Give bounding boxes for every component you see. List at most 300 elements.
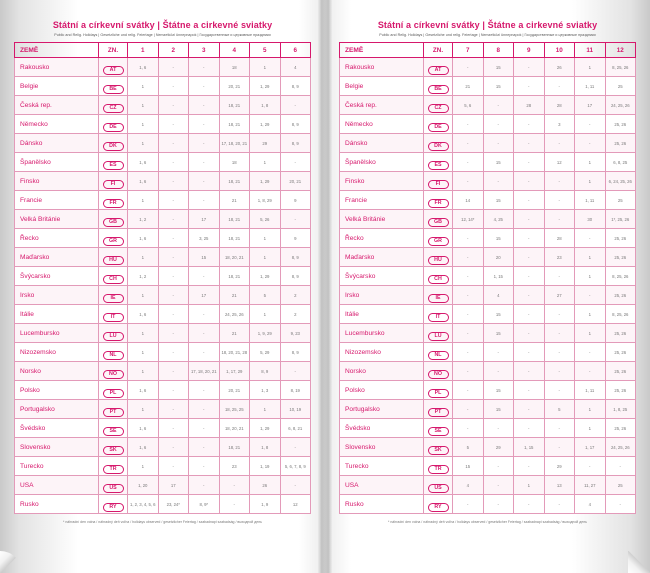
holiday-dates-cell: 1 xyxy=(128,362,159,381)
holiday-dates-cell: 5 xyxy=(453,438,484,457)
holiday-dates-cell: 29 xyxy=(250,134,281,153)
holiday-dates-cell: 1 xyxy=(575,305,606,324)
country-name-cell: Velká Británie xyxy=(15,210,99,229)
table-row xyxy=(15,134,311,153)
table-row xyxy=(15,115,311,134)
holiday-dates-cell: 13 xyxy=(544,476,575,495)
holiday-dates-cell: 8, 9 xyxy=(280,248,311,267)
col-header-month-12: 12 xyxy=(605,43,636,58)
col-header-month-11: 11 xyxy=(575,43,606,58)
holiday-dates-cell: 1 xyxy=(575,324,606,343)
country-code-badge: BE xyxy=(428,85,449,94)
country-name-cell: Švýcarsko xyxy=(340,267,424,286)
holiday-dates-cell: 27 xyxy=(544,286,575,305)
country-code-badge: LU xyxy=(428,332,449,341)
holiday-dates-cell: 5, 6 xyxy=(453,96,484,115)
holiday-dates-cell: 1, 8, 29 xyxy=(250,191,281,210)
country-name-cell: Velká Británie xyxy=(340,210,424,229)
country-code-badge: CZ xyxy=(103,104,124,113)
holiday-dates-cell: - xyxy=(514,419,545,438)
holiday-dates-cell: 17, 18, 20, 21 xyxy=(189,362,220,381)
holiday-dates-cell: 1 xyxy=(128,191,159,210)
country-name-cell: Česká rep. xyxy=(15,96,99,115)
holiday-dates-cell: 15 xyxy=(483,229,514,248)
holiday-dates-cell: 28 xyxy=(514,96,545,115)
holiday-dates-cell: 1 xyxy=(128,343,159,362)
country-code-badge: BE xyxy=(103,85,124,94)
holiday-dates-cell: 1, 6 xyxy=(128,58,159,77)
country-code-badge: FI xyxy=(428,180,449,189)
country-code-badge: GB xyxy=(103,218,124,227)
holiday-dates-cell: - xyxy=(158,58,189,77)
table-row xyxy=(15,286,311,305)
holiday-dates-cell: 15 xyxy=(483,191,514,210)
holiday-dates-cell: - xyxy=(158,115,189,134)
country-name-cell: Švédsko xyxy=(340,419,424,438)
holiday-dates-cell: 12 xyxy=(280,495,311,514)
country-code-badge: HU xyxy=(103,256,124,265)
country-name-cell: Dánsko xyxy=(15,134,99,153)
holiday-dates-cell: 15 xyxy=(483,324,514,343)
country-name-cell: Finsko xyxy=(340,172,424,191)
holiday-dates-cell: - xyxy=(158,191,189,210)
holiday-dates-cell: - xyxy=(189,324,220,343)
holiday-dates-cell: 23 xyxy=(544,248,575,267)
holiday-dates-cell: 18, 21 xyxy=(219,115,250,134)
country-code-badge: CH xyxy=(428,275,449,284)
table-row xyxy=(340,191,636,210)
holiday-dates-cell: 5, 6, 7, 8, 9 xyxy=(280,457,311,476)
country-code-cell xyxy=(424,381,453,400)
holiday-dates-cell: - xyxy=(189,58,220,77)
table-row xyxy=(340,457,636,476)
country-name-cell: Maďarsko xyxy=(340,248,424,267)
holiday-dates-cell: - xyxy=(514,324,545,343)
country-code-badge: DE xyxy=(428,123,449,132)
table-row xyxy=(15,362,311,381)
holiday-dates-cell: 8, 9 xyxy=(280,134,311,153)
holiday-dates-cell: 1, 15 xyxy=(483,267,514,286)
table-row xyxy=(340,286,636,305)
country-code-cell xyxy=(424,343,453,362)
country-code-cell xyxy=(99,172,128,191)
holiday-dates-cell: - xyxy=(483,172,514,191)
col-header-month-10: 10 xyxy=(544,43,575,58)
page-subtitle-left: Public and Relig. Holidays | Gesetzliche und relig. Feiertage | Nemzetközi ünnepnapok | Государственные и церковные праздники xyxy=(54,33,271,37)
country-name-cell: Francie xyxy=(15,191,99,210)
holiday-dates-cell: - xyxy=(544,343,575,362)
holiday-dates-cell: 8, 9 xyxy=(280,343,311,362)
holiday-dates-cell: 4, 25 xyxy=(483,210,514,229)
country-code-cell xyxy=(99,58,128,77)
country-code-badge: NL xyxy=(103,351,124,360)
holiday-dates-cell: - xyxy=(158,134,189,153)
country-name-cell: Finsko xyxy=(15,172,99,191)
holiday-dates-cell: - xyxy=(514,115,545,134)
country-code-badge: PT xyxy=(103,408,124,417)
holiday-dates-cell: 1, 6 xyxy=(128,305,159,324)
country-code-badge: FI xyxy=(103,180,124,189)
country-name-cell: Belgie xyxy=(15,77,99,96)
holiday-dates-cell: 25, 26 xyxy=(605,134,636,153)
holiday-dates-cell: 15 xyxy=(483,305,514,324)
holiday-dates-cell: 25, 26 xyxy=(605,362,636,381)
country-code-cell xyxy=(424,172,453,191)
holiday-dates-cell: - xyxy=(158,381,189,400)
holiday-dates-cell: 17 xyxy=(575,96,606,115)
holiday-dates-cell: 8, 25, 26 xyxy=(605,58,636,77)
country-name-cell: Rusko xyxy=(340,495,424,514)
holiday-dates-cell: 21 xyxy=(219,286,250,305)
holiday-dates-cell: - xyxy=(219,495,250,514)
holiday-dates-cell: - xyxy=(575,115,606,134)
country-name-cell: Belgie xyxy=(340,77,424,96)
table-row xyxy=(340,229,636,248)
country-name-cell: Turecko xyxy=(340,457,424,476)
country-code-badge: CH xyxy=(103,275,124,284)
holiday-dates-cell: - xyxy=(483,96,514,115)
country-name-cell: Nizozemsko xyxy=(340,343,424,362)
country-name-cell: Francie xyxy=(340,191,424,210)
country-code-badge: SE xyxy=(428,427,449,436)
country-code-badge: SK xyxy=(103,446,124,455)
country-name-cell: USA xyxy=(15,476,99,495)
holiday-dates-cell: 24, 25, 26 xyxy=(605,438,636,457)
col-header-month-8: 8 xyxy=(483,43,514,58)
holiday-table-left xyxy=(14,42,311,514)
holiday-dates-cell: - xyxy=(544,267,575,286)
table-row xyxy=(340,495,636,514)
holiday-dates-cell: 25, 26 xyxy=(605,286,636,305)
holiday-dates-cell: - xyxy=(189,115,220,134)
country-code-badge: GR xyxy=(428,237,449,246)
country-code-cell xyxy=(99,96,128,115)
holiday-dates-cell: 2 xyxy=(280,305,311,324)
holiday-dates-cell: - xyxy=(189,267,220,286)
page-corner-right xyxy=(628,551,650,573)
holiday-dates-cell: 26 xyxy=(544,58,575,77)
holiday-dates-cell: - xyxy=(158,324,189,343)
country-code-badge: PL xyxy=(103,389,124,398)
holiday-dates-cell: 1, 9, 29 xyxy=(250,324,281,343)
holiday-dates-cell: 18 xyxy=(219,153,250,172)
country-code-cell xyxy=(99,495,128,514)
country-name-cell: Polsko xyxy=(15,381,99,400)
page-title-left xyxy=(14,20,311,30)
table-row xyxy=(15,96,311,115)
holiday-dates-cell: 24, 25, 26 xyxy=(605,96,636,115)
holiday-dates-cell: - xyxy=(158,438,189,457)
holiday-dates-cell: 1, 29 xyxy=(250,267,281,286)
country-name-cell: Irsko xyxy=(340,286,424,305)
table-row xyxy=(340,77,636,96)
holiday-dates-cell: 17, 18, 20, 21 xyxy=(219,134,250,153)
table-row xyxy=(15,77,311,96)
page-subtitle-right: Public and Relig. Holidays | Gesetzliche und relig. Feiertage | Nemzetközi ünnepnapok | Государственные и церковные праздники xyxy=(379,33,596,37)
holiday-dates-cell: - xyxy=(514,210,545,229)
country-code-badge: NL xyxy=(428,351,449,360)
col-header-month-1: 1 xyxy=(128,43,159,58)
holiday-dates-cell: - xyxy=(514,286,545,305)
holiday-dates-cell: 3 xyxy=(544,115,575,134)
holiday-dates-cell: 1 xyxy=(250,400,281,419)
holiday-dates-cell: 6, 24, 25, 26 xyxy=(605,172,636,191)
holiday-dates-cell: 18, 21 xyxy=(219,438,250,457)
holiday-dates-cell: 1, 29 xyxy=(250,115,281,134)
holiday-dates-cell: - xyxy=(189,476,220,495)
country-code-cell xyxy=(99,419,128,438)
holiday-dates-cell: - xyxy=(483,115,514,134)
holiday-dates-cell: - xyxy=(575,362,606,381)
holiday-dates-cell: 1, 3 xyxy=(250,381,281,400)
country-code-cell xyxy=(424,153,453,172)
table-row xyxy=(340,362,636,381)
holiday-dates-cell: - xyxy=(483,362,514,381)
table-header-row-right xyxy=(340,43,636,58)
country-code-cell xyxy=(424,495,453,514)
holiday-dates-cell: - xyxy=(453,400,484,419)
holiday-dates-cell: - xyxy=(453,229,484,248)
country-code-cell xyxy=(424,134,453,153)
table-row xyxy=(15,210,311,229)
country-code-cell xyxy=(99,153,128,172)
holiday-dates-cell: - xyxy=(514,77,545,96)
holiday-dates-cell: 20 xyxy=(483,248,514,267)
holiday-dates-cell: 17 xyxy=(189,210,220,229)
country-name-cell: Španělsko xyxy=(15,153,99,172)
country-code-cell xyxy=(99,362,128,381)
country-name-cell: Itálie xyxy=(15,305,99,324)
table-row xyxy=(15,267,311,286)
country-code-cell xyxy=(99,210,128,229)
holiday-dates-cell: 18 xyxy=(219,58,250,77)
holiday-dates-cell: - xyxy=(189,305,220,324)
holiday-dates-cell: 30 xyxy=(575,210,606,229)
holiday-dates-cell: - xyxy=(544,210,575,229)
country-name-cell: Polsko xyxy=(340,381,424,400)
country-name-cell: Řecko xyxy=(15,229,99,248)
holiday-dates-cell: 5 xyxy=(544,400,575,419)
holiday-dates-cell: - xyxy=(453,248,484,267)
holiday-dates-cell: - xyxy=(483,343,514,362)
table-row xyxy=(340,210,636,229)
holiday-dates-cell: 9, 23 xyxy=(280,324,311,343)
holiday-dates-cell: - xyxy=(544,305,575,324)
title-separator-left: | xyxy=(157,20,163,30)
country-name-cell: Rusko xyxy=(15,495,99,514)
holiday-dates-cell: - xyxy=(514,153,545,172)
table-row xyxy=(15,400,311,419)
country-code-badge: US xyxy=(428,484,449,493)
holiday-dates-cell: 11, 27 xyxy=(575,476,606,495)
country-code-cell xyxy=(99,191,128,210)
holiday-dates-cell: 6, 8, 21 xyxy=(280,419,311,438)
holiday-dates-cell: 28 xyxy=(544,229,575,248)
holiday-dates-cell: 1 xyxy=(128,248,159,267)
holiday-dates-cell: 1 xyxy=(575,400,606,419)
country-code-cell xyxy=(99,305,128,324)
holiday-dates-cell: 15 xyxy=(483,153,514,172)
country-name-cell: Švédsko xyxy=(15,419,99,438)
table-row xyxy=(340,381,636,400)
holiday-dates-cell: 25, 26 xyxy=(605,343,636,362)
holiday-dates-cell: 1 xyxy=(128,286,159,305)
country-name-cell: Dánsko xyxy=(340,134,424,153)
holiday-dates-cell: - xyxy=(514,248,545,267)
country-name-cell: Nizozemsko xyxy=(15,343,99,362)
page-title-right xyxy=(339,20,636,30)
country-code-cell xyxy=(424,115,453,134)
country-code-badge: NO xyxy=(103,370,124,379)
country-code-cell xyxy=(424,248,453,267)
title-sk-right: Štátne a cirkevné sviatky xyxy=(487,20,598,30)
holiday-dates-cell: 1 xyxy=(128,96,159,115)
holiday-dates-cell: 1, 11 xyxy=(575,191,606,210)
holiday-dates-cell: 15 xyxy=(483,400,514,419)
holiday-dates-cell: - xyxy=(453,324,484,343)
country-code-badge: PL xyxy=(428,389,449,398)
holiday-dates-cell: 12, 14* xyxy=(453,210,484,229)
holiday-dates-cell: 23, 24* xyxy=(158,495,189,514)
holiday-dates-cell: - xyxy=(453,495,484,514)
holiday-dates-cell: 5, 29 xyxy=(250,343,281,362)
table-row xyxy=(15,457,311,476)
table-row xyxy=(340,58,636,77)
holiday-dates-cell: 1 xyxy=(128,324,159,343)
country-name-cell: Irsko xyxy=(15,286,99,305)
holiday-dates-cell: 25, 26 xyxy=(605,324,636,343)
country-name-cell: USA xyxy=(340,476,424,495)
table-row xyxy=(340,438,636,457)
country-code-badge: RY xyxy=(428,503,449,512)
holiday-dates-cell: - xyxy=(453,58,484,77)
country-code-badge: SK xyxy=(428,446,449,455)
holiday-dates-cell: 8, 9 xyxy=(250,362,281,381)
holiday-dates-cell: 1*, 25, 26 xyxy=(605,210,636,229)
holiday-dates-cell: 17 xyxy=(189,286,220,305)
country-code-badge: FR xyxy=(103,199,124,208)
col-header-month-2: 2 xyxy=(158,43,189,58)
holiday-dates-cell: 25 xyxy=(605,191,636,210)
country-code-cell xyxy=(99,286,128,305)
country-code-badge: GR xyxy=(103,237,124,246)
holiday-dates-cell: - xyxy=(219,476,250,495)
holiday-dates-cell: - xyxy=(189,191,220,210)
holiday-dates-cell: - xyxy=(483,476,514,495)
country-code-cell xyxy=(99,115,128,134)
table-row xyxy=(340,400,636,419)
holiday-dates-cell: - xyxy=(158,77,189,96)
holiday-dates-cell: 25 xyxy=(605,77,636,96)
country-code-badge: TR xyxy=(103,465,124,474)
holiday-dates-cell: 9 xyxy=(280,229,311,248)
holiday-dates-cell: - xyxy=(158,400,189,419)
country-name-cell: Norsko xyxy=(340,362,424,381)
holiday-dates-cell: - xyxy=(544,438,575,457)
country-code-cell xyxy=(424,210,453,229)
page-right xyxy=(325,0,650,573)
holiday-dates-cell: 1 xyxy=(575,153,606,172)
col-header-zn-left: ZN. xyxy=(99,43,128,58)
holiday-dates-cell: 15 xyxy=(453,457,484,476)
country-name-cell: Česká rep. xyxy=(340,96,424,115)
table-row xyxy=(15,229,311,248)
holiday-dates-cell: - xyxy=(514,343,545,362)
table-row xyxy=(15,191,311,210)
holiday-dates-cell: - xyxy=(544,172,575,191)
holiday-dates-cell: 1 xyxy=(250,305,281,324)
holiday-dates-cell: 1 xyxy=(250,58,281,77)
holiday-dates-cell: - xyxy=(189,153,220,172)
holiday-dates-cell: - xyxy=(158,419,189,438)
holiday-dates-cell: 14 xyxy=(453,191,484,210)
table-row xyxy=(340,267,636,286)
holiday-dates-cell: 25 xyxy=(605,476,636,495)
country-code-cell xyxy=(424,438,453,457)
holiday-dates-cell: - xyxy=(483,495,514,514)
country-code-badge: SE xyxy=(103,427,124,436)
holiday-dates-cell: - xyxy=(514,400,545,419)
holiday-dates-cell: - xyxy=(453,153,484,172)
holiday-dates-cell: 1 xyxy=(250,153,281,172)
country-code-badge: HU xyxy=(428,256,449,265)
holiday-dates-cell: - xyxy=(514,229,545,248)
country-code-cell xyxy=(424,267,453,286)
holiday-dates-cell: - xyxy=(189,381,220,400)
holiday-dates-cell: 18, 21 xyxy=(219,210,250,229)
holiday-dates-cell: - xyxy=(158,153,189,172)
title-cs-left: Státní a církevní svátky xyxy=(52,20,155,30)
holiday-dates-cell: - xyxy=(575,457,606,476)
country-name-cell: Rakousko xyxy=(340,58,424,77)
holiday-dates-cell: - xyxy=(605,495,636,514)
holiday-dates-cell: 24, 25, 26 xyxy=(219,305,250,324)
holiday-dates-cell: - xyxy=(158,248,189,267)
holiday-dates-cell: 23 xyxy=(219,457,250,476)
footnote-right: * náhradní den volna / náhradný deň voľna / holidays observed / gesetzlicher Feiertag / szabadnapi szabadság / выходной день xyxy=(388,520,587,524)
country-code-badge: IE xyxy=(103,294,124,303)
holiday-dates-cell: 1 xyxy=(575,248,606,267)
holiday-dates-cell: - xyxy=(453,343,484,362)
holiday-dates-cell: - xyxy=(514,362,545,381)
country-code-badge: TR xyxy=(428,465,449,474)
holiday-dates-cell: 6, 8, 25 xyxy=(605,153,636,172)
holiday-dates-cell: 8, 25, 26 xyxy=(605,267,636,286)
holiday-dates-cell: 21 xyxy=(219,324,250,343)
holiday-dates-cell: - xyxy=(280,438,311,457)
holiday-dates-cell: - xyxy=(544,134,575,153)
holiday-dates-cell: 1, 8 xyxy=(250,438,281,457)
table-row xyxy=(15,172,311,191)
country-code-badge: DE xyxy=(103,123,124,132)
holiday-dates-cell: - xyxy=(544,324,575,343)
holiday-dates-cell: 1, 17, 29 xyxy=(219,362,250,381)
holiday-dates-cell: 1 xyxy=(575,172,606,191)
holiday-dates-cell: - xyxy=(483,419,514,438)
holiday-dates-cell: - xyxy=(453,134,484,153)
holiday-dates-cell: - xyxy=(453,115,484,134)
holiday-dates-cell: 20, 21 xyxy=(280,172,311,191)
country-code-cell xyxy=(99,77,128,96)
holiday-dates-cell: - xyxy=(575,134,606,153)
title-separator-right: | xyxy=(482,20,488,30)
table-row xyxy=(340,324,636,343)
holiday-dates-cell: 8, 9 xyxy=(280,267,311,286)
country-code-badge: IT xyxy=(103,313,124,322)
holiday-dates-cell: 4 xyxy=(483,286,514,305)
country-name-cell: Švýcarsko xyxy=(15,267,99,286)
country-name-cell: Lucembursko xyxy=(340,324,424,343)
